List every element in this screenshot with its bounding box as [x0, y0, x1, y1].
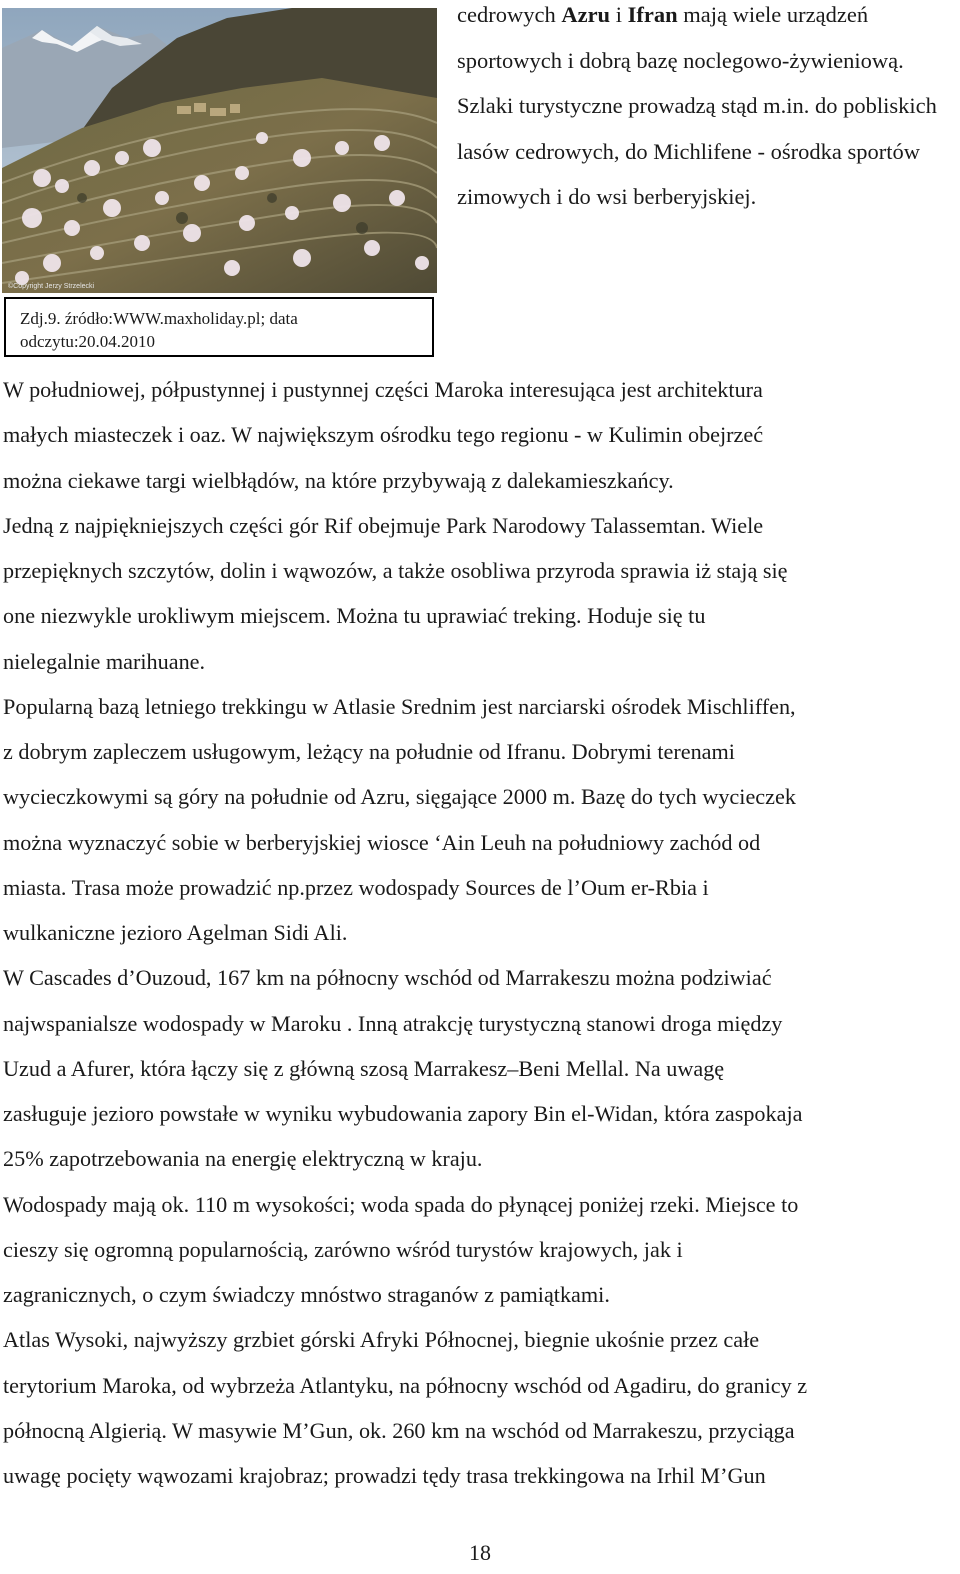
text-line: one niezwykle urokliwym miejscem. Można tu uprawiać treking. Hoduje się tu	[3, 603, 706, 629]
intro-paragraph	[457, 0, 957, 220]
text-line: wulkaniczne jezioro Agelman Sidi Ali.	[3, 920, 348, 945]
intro-bold-azru: Azru	[561, 2, 611, 27]
text-line: najwspanialsze wodospady w Maroku . Inną atrakcję turystyczną stanowi droga między	[3, 1010, 783, 1036]
text-line: nielegalnie marihuane.	[3, 648, 206, 674]
mountain-terraces-photo	[2, 8, 437, 293]
text-line: terytorium Maroka, od wybrzeża Atlantyku, na północny wschód od Agadiru, do granicy z	[3, 1372, 808, 1398]
text-line: można wyznaczyć sobie w berberyjskiej wiosce ‘Ain Leuh na południowy zachód od	[3, 829, 761, 855]
photo-illustration	[2, 8, 437, 293]
photo-caption	[4, 297, 434, 357]
text-line: Wodospady mają ok. 110 m wysokości; woda spada do płynącej poniżej rzeki. Miejsce to	[3, 1191, 799, 1217]
intro-bold-ifran: Ifran	[627, 2, 678, 27]
text-line: zasługuje jezioro powstałe w wyniku wybudowania zapory Bin el-Widan, która zaspokaja	[3, 1101, 803, 1126]
text-line: Atlas Wysoki, najwyższy grzbiet górski Afryki Północnej, biegnie ukośnie przez całe	[3, 1327, 760, 1353]
text-line: cieszy się ogromną popularnością, zarówno wśród turystów krajowych, jak i	[3, 1236, 683, 1262]
text-line: Uzud a Afurer, która łączy się z główną szosą Marrakesz–Beni Mellal. Na uwagę	[3, 1055, 725, 1081]
text-line: wycieczkowymi są góry na południe od Azru, sięgające 2000 m. Bazę do tych wycieczek	[3, 784, 796, 810]
text-line: miasta. Trasa może prowadzić np.przez wodospady Sources de l’Oum er-Rbia i	[3, 874, 709, 900]
intro-text-1: cedrowych	[457, 2, 562, 27]
photo-watermark: ©Copyright Jerzy Strzelecki	[8, 283, 95, 290]
text-line: zagranicznych, o czym świadczy mnóstwo straganów z pamiątkami.	[3, 1282, 610, 1307]
text-line: W Cascades d’Ouzoud, 167 km na północny wschód od Marrakeszu można podziwiać	[3, 965, 772, 991]
text-line: małych miasteczek i oaz. W największym ośrodku tego regionu - w Kulimin obejrzeć	[3, 422, 764, 448]
text-line: przepięknych szczytów, dolin i wąwozów, a także osobliwa przyroda sprawia iż stają się	[3, 558, 788, 583]
text-line: północną Algierią. W masywie M’Gun, ok. 260 km na wschód od Marrakeszu, przyciąga	[3, 1417, 795, 1443]
text-line: uwagę pocięty wąwozami krajobraz; prowadzi tędy trasa trekkingowa na Irhil M’Gun	[3, 1463, 766, 1488]
page-number: 18	[469, 1540, 491, 1565]
caption-line-1: Zdj.9. źródło:WWW.maxholiday.pl; data	[20, 309, 298, 328]
text-line: Jedną z najpiękniejszych części gór Rif obejmuje Park Narodowy Talassemtan. Wiele	[3, 512, 764, 538]
text-line: W południowej, półpustynnej i pustynnej części Maroka interesująca jest architektura	[3, 377, 763, 402]
body-text	[3, 367, 960, 1498]
text-line: Popularną bazą letniego trekkingu w Atlasie Srednim jest narciarski ośrodek Mischliffen,	[3, 693, 796, 719]
text-line: można ciekawe targi wielbłądów, na które przybywają z dalekamieszkańcy.	[3, 467, 674, 493]
caption-line-2: odczytu:20.04.2010	[20, 332, 156, 351]
text-line: 25% zapotrzebowania na energię elektryczną w kraju.	[3, 1146, 483, 1172]
intro-text-2: i	[610, 2, 628, 27]
intro-text-3: mają wiele urządzeń sportowych i dobrą bazę noclegowo-żywieniową. Szlaki turystyczne prowadzą stąd m.in. do pobliskich lasów cedrowych, do Michlifene - ośrodka sportów zimowych i do wsi berberyjskiej.	[457, 2, 937, 209]
text-line: z dobrym zapleczem usługowym, leżący na południe od Ifranu. Dobrymi terenami	[3, 739, 735, 764]
